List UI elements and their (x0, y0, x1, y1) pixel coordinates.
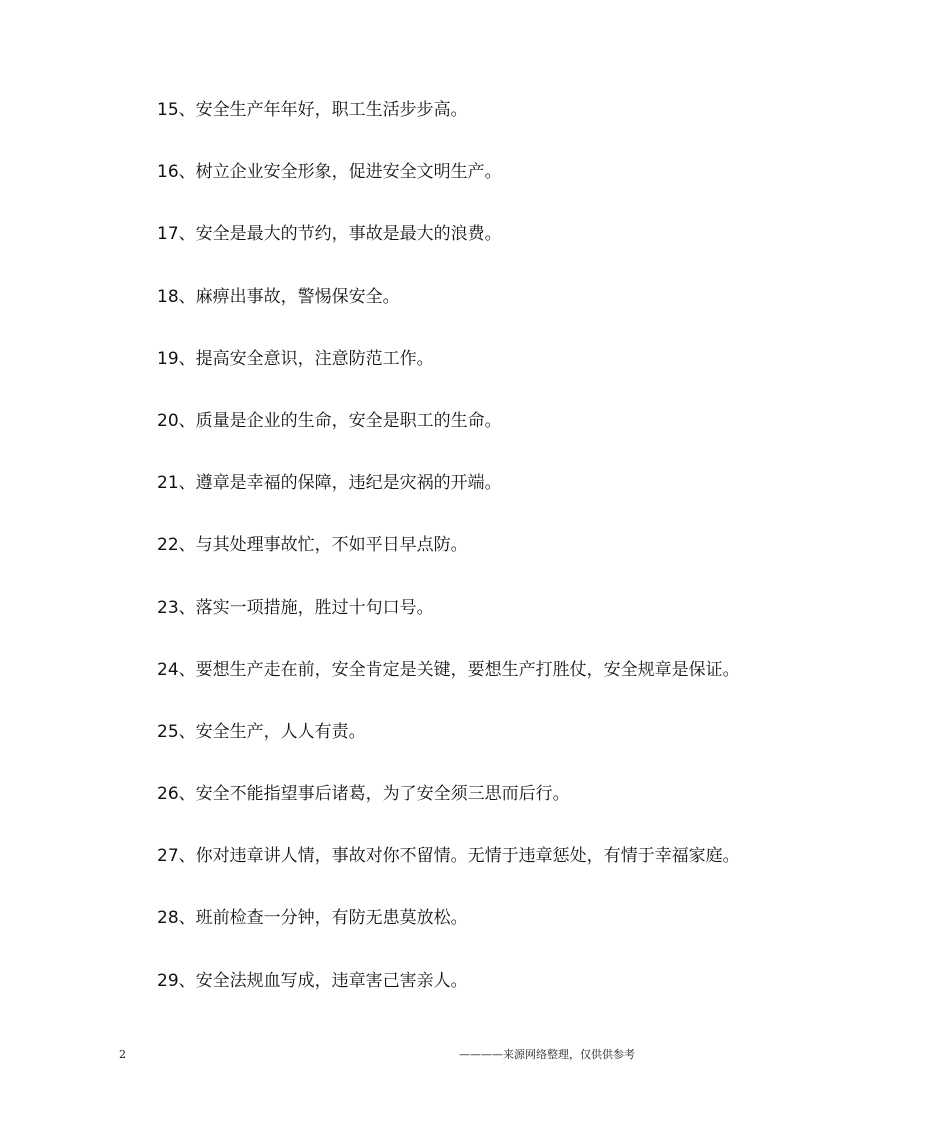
slogan-line: 20、质量是企业的生命，安全是职工的生命。 (157, 410, 502, 431)
slogan-list (157, 92, 877, 1025)
slogan-line: 18、麻痹出事故，警惕保安全。 (157, 286, 400, 307)
footer-note: ————来源网络整理，仅供供参考 (459, 1048, 635, 1061)
slogan-line: 15、安全生产年年好，职工生活步步高。 (157, 100, 468, 120)
slogan-line: 16、树立企业安全形象，促进安全文明生产。 (157, 162, 502, 183)
slogan-line: 25、安全生产，人人有责。 (157, 721, 366, 742)
slogan-line: 27、你对违章讲人情，事故对你不留情。无情于违章惩处，有情于幸福家庭。 (157, 846, 740, 867)
page-number: 2 (119, 1048, 126, 1061)
slogan-line: 19、提高安全意识，注意防范工作。 (157, 348, 434, 369)
slogan-line: 28、班前检查一分钟，有防无患莫放松。 (157, 908, 468, 929)
slogan-line: 26、安全不能指望事后诸葛，为了安全须三思而后行。 (157, 784, 570, 805)
slogan-line: 22、与其处理事故忙，不如平日早点防。 (157, 535, 468, 556)
slogan-line: 24、要想生产走在前，安全肯定是关键，要想生产打胜仗，安全规章是保证。 (157, 659, 740, 680)
slogan-line: 21、遵章是幸福的保障，违纪是灾祸的开端。 (157, 473, 502, 494)
slogan-line: 29、安全法规血写成，违章害己害亲人。 (157, 970, 468, 991)
slogan-line: 17、安全是最大的节约，事故是最大的浪费。 (157, 224, 502, 245)
slogan-line: 23、落实一项措施，胜过十句口号。 (157, 597, 434, 618)
